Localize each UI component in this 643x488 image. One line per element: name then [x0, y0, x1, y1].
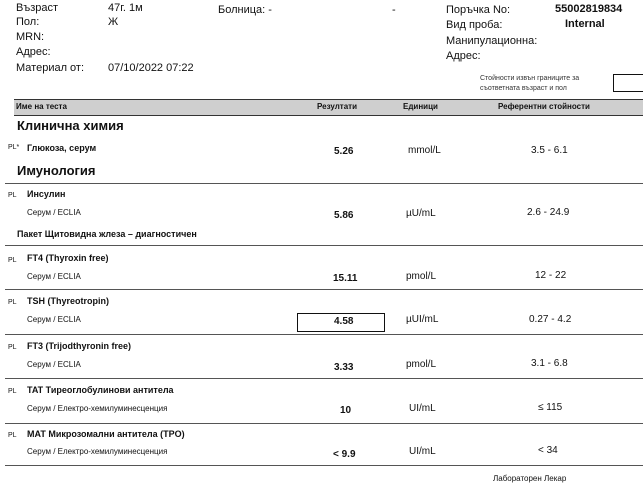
hospital-label: Болница: -	[218, 4, 272, 16]
row-tag: PL	[8, 257, 17, 264]
header-reference: Референтни стойности	[498, 102, 590, 111]
sex-value: Ж	[108, 16, 119, 28]
patient-address-label: Адрес:	[16, 46, 51, 58]
sample-value: Internal	[565, 18, 605, 30]
test-method: Серум / Електро-хемилуминесценция	[27, 447, 168, 456]
table-bottom-divider	[5, 465, 643, 466]
sample-label: Вид проба:	[446, 19, 503, 31]
row-divider	[5, 289, 643, 290]
test-name: Инсулин	[27, 189, 66, 199]
test-reference: 2.6 - 24.9	[527, 207, 570, 218]
manipulation-label: Манипулационна:	[446, 35, 538, 47]
order-number: 55002819834	[555, 3, 623, 15]
lab-doctor-signature-label: Лабораторен Лекар	[493, 474, 567, 483]
section-divider	[5, 245, 643, 246]
row-tag: PL	[8, 344, 17, 351]
test-units: µU/mL	[406, 208, 436, 219]
out-of-range-legend-box	[613, 74, 643, 92]
test-units: µUI/mL	[406, 314, 439, 325]
test-method: Серум / Електро-хемилуминесценция	[27, 404, 168, 413]
test-result: 15.11	[333, 273, 358, 284]
test-units: mmol/L	[408, 145, 441, 156]
row-tag: PL	[8, 388, 17, 395]
test-result: 4.58	[334, 316, 354, 327]
out-of-range-result-box	[297, 313, 385, 332]
material-date: 07/10/2022 07:22	[108, 62, 194, 74]
section-clinical-chemistry: Клинична химия	[17, 118, 124, 133]
test-name: TAT Тиреоглобулинови антитела	[27, 385, 174, 395]
header-result: Резултати	[317, 102, 357, 111]
age-label: Възраст	[16, 2, 59, 14]
section-divider	[5, 183, 643, 184]
test-name: FT4 (Thyroxin free)	[27, 253, 109, 263]
out-of-range-note-line1: Стойности извън границите за	[480, 75, 580, 82]
test-units: pmol/L	[406, 359, 437, 370]
test-units: UI/mL	[409, 403, 436, 414]
test-method: Серум / ECLIA	[27, 315, 81, 324]
test-reference: 0.27 - 4.2	[529, 314, 572, 325]
row-tag: PL	[8, 299, 17, 306]
test-method: Серум / ECLIA	[27, 360, 81, 369]
test-reference: 3.5 - 6.1	[531, 145, 568, 156]
row-tag: PL	[8, 432, 17, 439]
test-result: 5.26	[334, 146, 354, 157]
order-label: Поръчка No:	[446, 4, 511, 16]
row-divider	[5, 334, 643, 335]
table-header	[14, 99, 643, 116]
test-reference: < 34	[538, 445, 558, 456]
header-test: Име на теста	[16, 102, 67, 111]
test-name: Глюкоза, серум	[27, 143, 97, 153]
out-of-range-note-line2: съответната възраст и пол	[480, 85, 567, 92]
test-name: MAT Микрозомални антитела (TPO)	[27, 429, 185, 439]
test-reference: 12 - 22	[535, 270, 567, 281]
test-name: TSH (Thyreotropin)	[27, 296, 109, 306]
mrn-label: MRN:	[16, 31, 45, 43]
header-units: Единици	[403, 102, 438, 111]
test-reference: ≤ 115	[538, 402, 563, 413]
sex-label: Пол:	[16, 16, 40, 28]
test-method: Серум / ECLIA	[27, 272, 81, 281]
row-divider	[5, 378, 643, 379]
test-result: < 9.9	[333, 449, 356, 460]
row-tag: PL*	[8, 144, 20, 151]
test-units: pmol/L	[406, 271, 437, 282]
row-tag: PL	[8, 192, 17, 199]
order-address-label: Адрес:	[446, 50, 481, 62]
age-value: 47г. 1м	[108, 2, 143, 14]
test-result: 5.86	[334, 210, 354, 221]
test-result: 3.33	[334, 362, 354, 373]
hospital-dash: -	[392, 4, 396, 16]
section-immunology: Имунология	[17, 163, 96, 178]
row-divider	[5, 423, 643, 424]
material-label: Материал от:	[16, 62, 85, 74]
test-reference: 3.1 - 6.8	[531, 358, 568, 369]
test-units: UI/mL	[409, 446, 436, 457]
test-name: FT3 (Trijodthyronin free)	[27, 341, 132, 351]
thyroid-package-title: Пакет Щитовидна жлеза – диагностичен	[17, 229, 197, 239]
test-result: 10	[340, 405, 352, 416]
test-method: Серум / ECLIA	[27, 208, 81, 217]
